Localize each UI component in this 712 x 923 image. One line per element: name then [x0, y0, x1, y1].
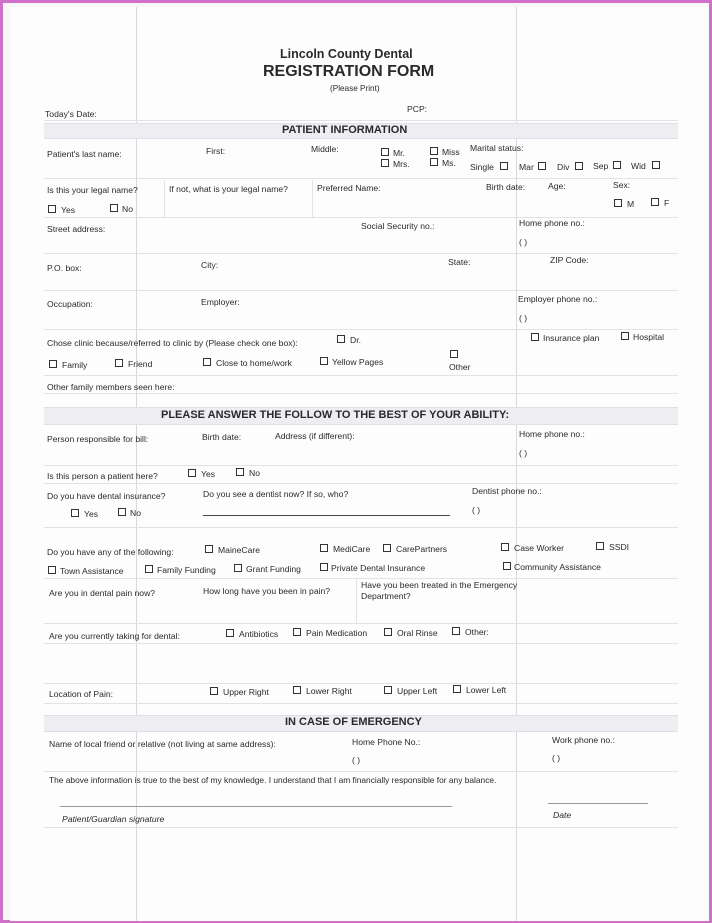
friend-checkbox[interactable] [115, 359, 123, 367]
pain-medication-checkbox[interactable] [293, 628, 301, 636]
is-patient-yes-label: Yes [201, 469, 216, 479]
emergency-work-phone-label: Work phone no.: [552, 735, 615, 745]
dental-insurance-no-checkbox[interactable] [118, 508, 126, 516]
community-assistance-label: Community Assistance [514, 562, 601, 572]
separated-label: Sep [593, 161, 609, 171]
hospital-label: Hospital [633, 332, 665, 342]
row-divider [44, 329, 678, 330]
referral-dr-checkbox[interactable] [337, 335, 345, 343]
mrs-checkbox[interactable] [381, 159, 389, 167]
pcp-label: PCP: [407, 104, 428, 114]
is-patient-no-checkbox[interactable] [236, 468, 244, 476]
single-label: Single [470, 162, 494, 172]
sex-f-checkbox[interactable] [651, 198, 659, 206]
medicare-checkbox[interactable] [320, 544, 328, 552]
other-medication-checkbox[interactable] [452, 627, 460, 635]
occupation-label: Occupation: [47, 299, 93, 309]
insurance-plan-checkbox[interactable] [531, 333, 539, 341]
row-divider [44, 578, 678, 579]
address-if-different-label: Address (if different): [275, 431, 355, 441]
ssdi-label: SSDI [609, 542, 630, 552]
responsible-birth-date-label: Birth date: [202, 432, 242, 442]
ms-checkbox[interactable] [430, 158, 438, 166]
other-medication-label: Other: [465, 627, 489, 637]
how-long-pain-question: How long have you been in pain? [203, 586, 331, 596]
cell-divider [356, 579, 357, 623]
form-title: REGISTRATION FORM [263, 63, 435, 80]
community-assistance-checkbox[interactable] [503, 562, 511, 570]
town-assistance-label: Town Assistance [60, 566, 124, 576]
row-divider [44, 827, 678, 828]
signature-label: Patient/Guardian signature [62, 814, 165, 824]
signature-line[interactable] [60, 806, 452, 807]
last-name-label: Patient's last name: [47, 149, 122, 159]
private-dental-label: Private Dental Insurance [331, 563, 426, 573]
employer-phone-label: Employer phone no.: [518, 294, 598, 304]
see-dentist-question: Do you see a dentist now? If so, who? [203, 489, 349, 499]
print-note: (Please Print) [330, 84, 380, 93]
pain-medication-label: Pain Medication [306, 628, 368, 638]
friend-label: Friend [128, 359, 153, 369]
responsible-home-phone-label: Home phone no.: [519, 429, 585, 439]
todays-date-label: Today's Date: [45, 109, 97, 119]
other-family-label: Other family members seen here: [47, 382, 175, 392]
dentist-phone-area-code: ( ) [472, 505, 481, 515]
carepartners-label: CarePartners [396, 544, 448, 554]
yellow-pages-checkbox[interactable] [320, 357, 328, 365]
lower-left-label: Lower Left [466, 685, 507, 695]
upper-left-label: Upper Left [397, 686, 438, 696]
employer-phone-area-code: ( ) [519, 313, 528, 323]
sex-label: Sex: [613, 180, 631, 190]
case-worker-label: Case Worker [514, 543, 564, 553]
patient-info-heading: PATIENT INFORMATION [282, 124, 408, 136]
row-divider [44, 771, 678, 772]
grant-funding-label: Grant Funding [246, 564, 301, 574]
sex-m-label: M [627, 199, 635, 209]
ssdi-checkbox[interactable] [596, 542, 604, 550]
billing-section-heading: PLEASE ANSWER THE FOLLOW TO THE BEST OF YOUR ABILITY: [161, 409, 510, 421]
sex-f-label: F [664, 198, 670, 208]
is-patient-question: Is this person a patient here? [47, 471, 158, 481]
sex-m-checkbox[interactable] [614, 199, 622, 207]
cell-divider [164, 180, 165, 218]
dental-pain-question: Are you in dental pain now? [49, 588, 156, 598]
taking-for-dental-question: Are you currently taking for dental: [49, 631, 180, 641]
row-divider [44, 483, 678, 484]
emergency-home-phone-area-code: ( ) [352, 755, 361, 765]
row-divider [44, 178, 678, 179]
age-label: Age: [548, 181, 566, 191]
emergency-home-phone-label: Home Phone No.: [352, 737, 421, 747]
referral-dr-label: Dr. [350, 335, 361, 345]
widowed-checkbox[interactable] [652, 161, 660, 169]
private-dental-checkbox[interactable] [320, 563, 328, 571]
registration-form-page [10, 7, 709, 921]
city-label: City: [201, 260, 219, 270]
preferred-name-label: Preferred Name: [317, 183, 381, 193]
widowed-label: Wid [631, 161, 646, 171]
dentist-phone-label: Dentist phone no.: [472, 486, 542, 496]
married-label: Mar [519, 162, 534, 172]
row-divider [44, 290, 678, 291]
row-divider [44, 375, 678, 376]
clinic-name: Lincoln County Dental [280, 47, 413, 61]
carepartners-checkbox[interactable] [383, 544, 391, 552]
other-legal-name-label: If not, what is your legal name? [169, 184, 288, 194]
antibiotics-checkbox[interactable] [226, 629, 234, 637]
separated-checkbox[interactable] [613, 161, 621, 169]
town-assistance-checkbox[interactable] [48, 566, 56, 574]
miss-checkbox[interactable] [430, 147, 438, 155]
mainecare-label: MaineCare [218, 545, 261, 555]
birth-date-label: Birth date: [486, 182, 526, 192]
legal-name-yes-checkbox[interactable] [48, 205, 56, 213]
first-name-label: First: [206, 146, 226, 156]
single-checkbox[interactable] [500, 162, 508, 170]
other-referral-label: Other [449, 362, 471, 372]
ms-label: Ms. [442, 158, 456, 168]
dental-insurance-yes-checkbox[interactable] [71, 509, 79, 517]
row-divider [44, 683, 678, 684]
chose-clinic-question: Chose clinic because/referred to clinic by (Please check one box): [47, 338, 298, 348]
emergency-heading: IN CASE OF EMERGENCY [285, 716, 422, 728]
row-divider [44, 623, 678, 624]
home-phone-label: Home phone no.: [519, 218, 585, 228]
responsible-for-bill-label: Person responsible for bill: [47, 434, 149, 444]
is-patient-yes-checkbox[interactable] [188, 469, 196, 477]
dentist-name-line[interactable] [203, 515, 450, 516]
er-treated-question: Have you been treated in the Emergency [361, 580, 518, 590]
dental-insurance-yes-label: Yes [84, 509, 99, 519]
lower-right-checkbox[interactable] [293, 686, 301, 694]
row-divider [44, 253, 678, 254]
po-box-label: P.O. box: [47, 263, 82, 273]
oral-rinse-label: Oral Rinse [397, 628, 438, 638]
signature-date-label: Date [553, 810, 572, 820]
row-divider [44, 643, 678, 644]
cell-divider [312, 180, 313, 218]
row-divider [44, 465, 678, 466]
middle-name-label: Middle: [311, 144, 339, 154]
lower-left-checkbox[interactable] [453, 685, 461, 693]
local-friend-label: Name of local friend or relative (not living at same address): [49, 739, 276, 749]
legal-name-question: Is this your legal name? [47, 185, 138, 195]
divorced-label: Div [557, 162, 570, 172]
legal-name-no-label: No [122, 204, 133, 214]
street-address-label: Street address: [47, 224, 106, 234]
location-pain-label: Location of Pain: [49, 689, 114, 699]
is-patient-no-label: No [249, 468, 260, 478]
grant-funding-checkbox[interactable] [234, 564, 242, 572]
row-divider [44, 527, 678, 528]
antibiotics-label: Antibiotics [239, 629, 279, 639]
hospital-checkbox[interactable] [621, 332, 629, 340]
oral-rinse-checkbox[interactable] [384, 628, 392, 636]
mrs-label: Mrs. [393, 159, 410, 169]
state-label: State: [448, 257, 471, 267]
yellow-pages-label: Yellow Pages [332, 357, 384, 367]
close-home-work-label: Close to home/work [216, 358, 292, 368]
home-phone-area-code: ( ) [519, 237, 528, 247]
er-department-label: Department? [361, 591, 411, 601]
legal-name-yes-label: Yes [61, 205, 76, 215]
mr-label: Mr. [393, 148, 405, 158]
marital-status-label: Marital status: [470, 143, 524, 153]
family-funding-checkbox[interactable] [145, 565, 153, 573]
employer-label: Employer: [201, 297, 240, 307]
mr-checkbox[interactable] [381, 148, 389, 156]
family-checkbox[interactable] [49, 360, 57, 368]
divorced-checkbox[interactable] [575, 162, 583, 170]
married-checkbox[interactable] [538, 162, 546, 170]
have-any-question: Do you have any of the following: [47, 547, 174, 557]
medicare-label: MediCare [333, 544, 371, 554]
close-home-work-checkbox[interactable] [203, 358, 211, 366]
other-referral-checkbox[interactable] [450, 350, 458, 358]
dental-insurance-question: Do you have dental insurance? [47, 491, 166, 501]
family-label: Family [62, 360, 88, 370]
zip-code-label: ZIP Code: [550, 255, 589, 265]
dental-insurance-no-label: No [130, 508, 141, 518]
responsible-phone-area-code: ( ) [519, 448, 528, 458]
upper-right-label: Upper Right [223, 687, 269, 697]
upper-left-checkbox[interactable] [384, 686, 392, 694]
ssn-label: Social Security no.: [361, 221, 435, 231]
row-divider [44, 703, 678, 704]
case-worker-checkbox[interactable] [501, 543, 509, 551]
legal-name-no-checkbox[interactable] [110, 204, 118, 212]
family-funding-label: Family Funding [157, 565, 216, 575]
row-divider [44, 120, 678, 121]
upper-right-checkbox[interactable] [210, 687, 218, 695]
date-line[interactable] [548, 803, 648, 804]
mainecare-checkbox[interactable] [205, 545, 213, 553]
emergency-work-phone-area-code: ( ) [552, 753, 561, 763]
financial-responsibility-statement: The above information is true to the best of my knowledge. I understand that I am financially responsible for any balance. [49, 775, 497, 785]
row-divider [44, 393, 678, 394]
lower-right-label: Lower Right [306, 686, 352, 696]
insurance-plan-label: Insurance plan [543, 333, 600, 343]
miss-label: Miss [442, 147, 460, 157]
